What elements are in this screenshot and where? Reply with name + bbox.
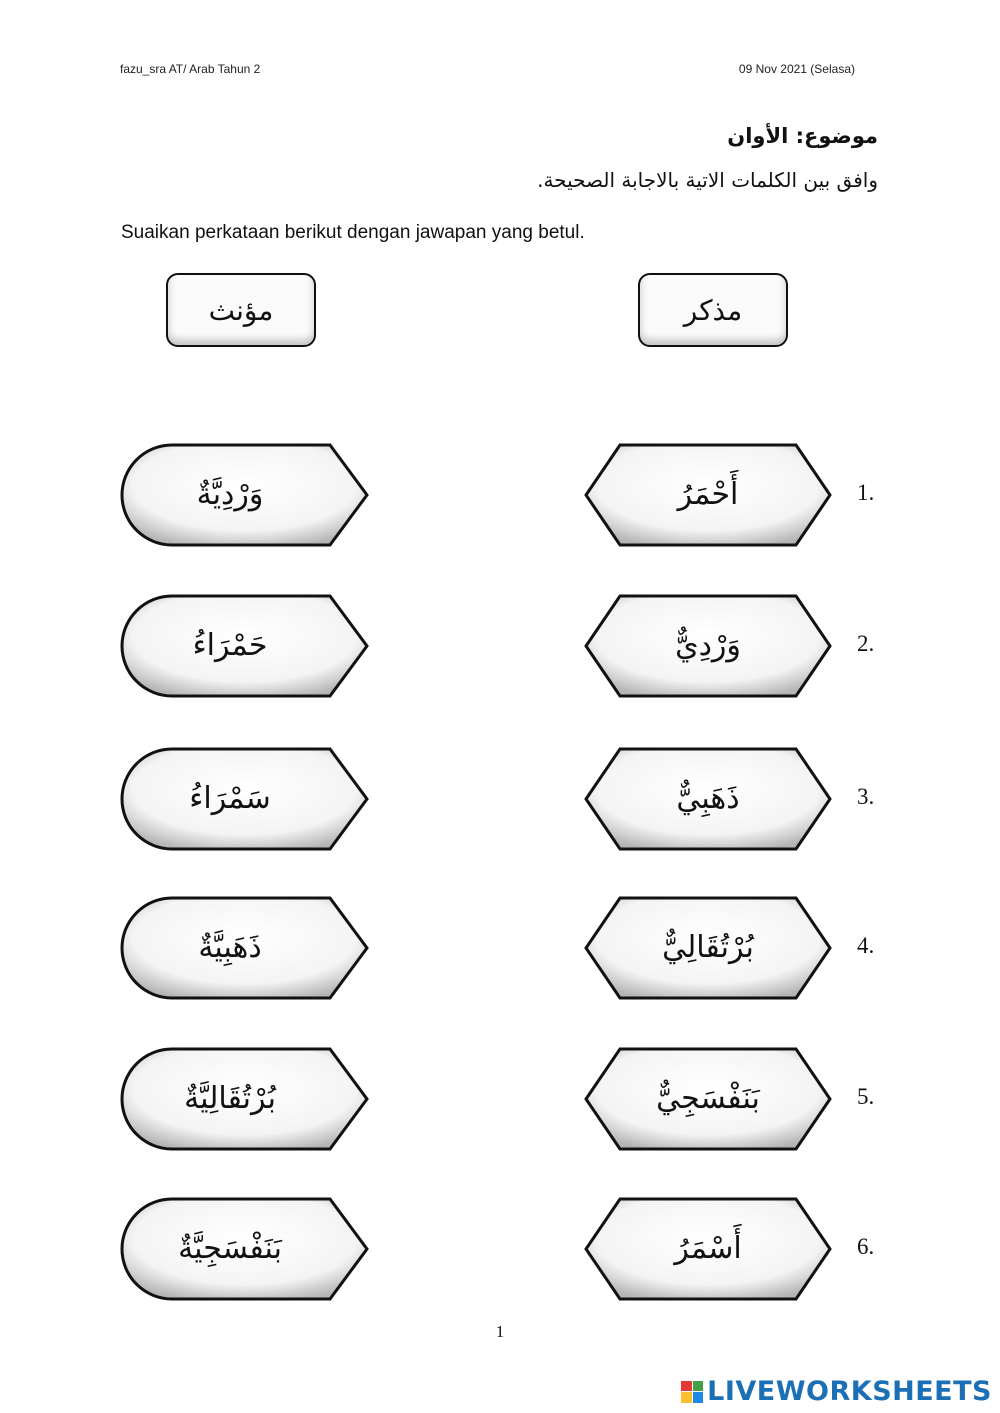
masculine-category-box[interactable] (638, 273, 788, 347)
page-number: 1 (495, 1322, 505, 1341)
instruction-arabic: وافق بين الكلمات الاتية بالاجابة الصحيحة. (537, 168, 878, 192)
feminine-answer-shape[interactable] (120, 593, 370, 699)
feminine-answer-shape[interactable] (120, 1046, 370, 1152)
feminine-word: حَمْرَاءُ (192, 628, 268, 663)
masculine-word: أَحْمَرُ (677, 477, 739, 512)
item-number: 4. (857, 933, 875, 958)
feminine-word: بَنَفْسَجِيَّةٌ (178, 1231, 282, 1266)
brand-name: LIVEWORKSHEETS (707, 1376, 992, 1407)
feminine-answer-shape[interactable] (120, 442, 370, 548)
masculine-category-label: مذكر (683, 293, 743, 327)
masculine-word-shape[interactable] (583, 1046, 833, 1152)
item-number: 1. (857, 480, 875, 505)
item-number: 3. (857, 784, 875, 809)
feminine-word: سَمْرَاءُ (189, 781, 271, 816)
masculine-word-shape[interactable] (583, 1196, 833, 1302)
brand-logo (681, 1376, 992, 1407)
masculine-word-shape[interactable] (583, 442, 833, 548)
masculine-word: بُرْتُقَالِيٌّ (662, 930, 754, 965)
topic-title: موضوع: الأوان (727, 124, 878, 148)
feminine-category-box[interactable] (166, 273, 316, 347)
feminine-word: بُرْتُقَالِيَّةٌ (184, 1081, 276, 1116)
brand-grid-icon (681, 1381, 703, 1403)
masculine-word-shape[interactable] (583, 593, 833, 699)
item-number: 6. (857, 1234, 875, 1259)
header-left-text: fazu_sra AT/ Arab Tahun 2 (120, 62, 261, 76)
masculine-word: وَرْدِيٌّ (675, 628, 741, 663)
feminine-word: وَرْدِيَّةٌ (196, 477, 264, 512)
feminine-answer-shape[interactable] (120, 895, 370, 1001)
feminine-answer-shape[interactable] (120, 1196, 370, 1302)
masculine-word-shape[interactable] (583, 895, 833, 1001)
instruction-malay: Suaikan perkataan berikut dengan jawapan yang betul. (121, 222, 585, 243)
item-number: 2. (857, 631, 875, 656)
masculine-word-shape[interactable] (583, 746, 833, 852)
feminine-category-label: مؤنث (208, 293, 274, 327)
masculine-word: بَنَفْسَجِيٌّ (656, 1081, 760, 1116)
feminine-answer-shape[interactable] (120, 746, 370, 852)
item-number: 5. (857, 1084, 875, 1109)
masculine-word: ذَهَبِيٌّ (676, 781, 740, 816)
header-date-text: 09 Nov 2021 (Selasa) (738, 62, 855, 76)
masculine-word: أَسْمَرُ (674, 1231, 742, 1266)
feminine-word: ذَهَبِيَّةٌ (198, 930, 262, 965)
